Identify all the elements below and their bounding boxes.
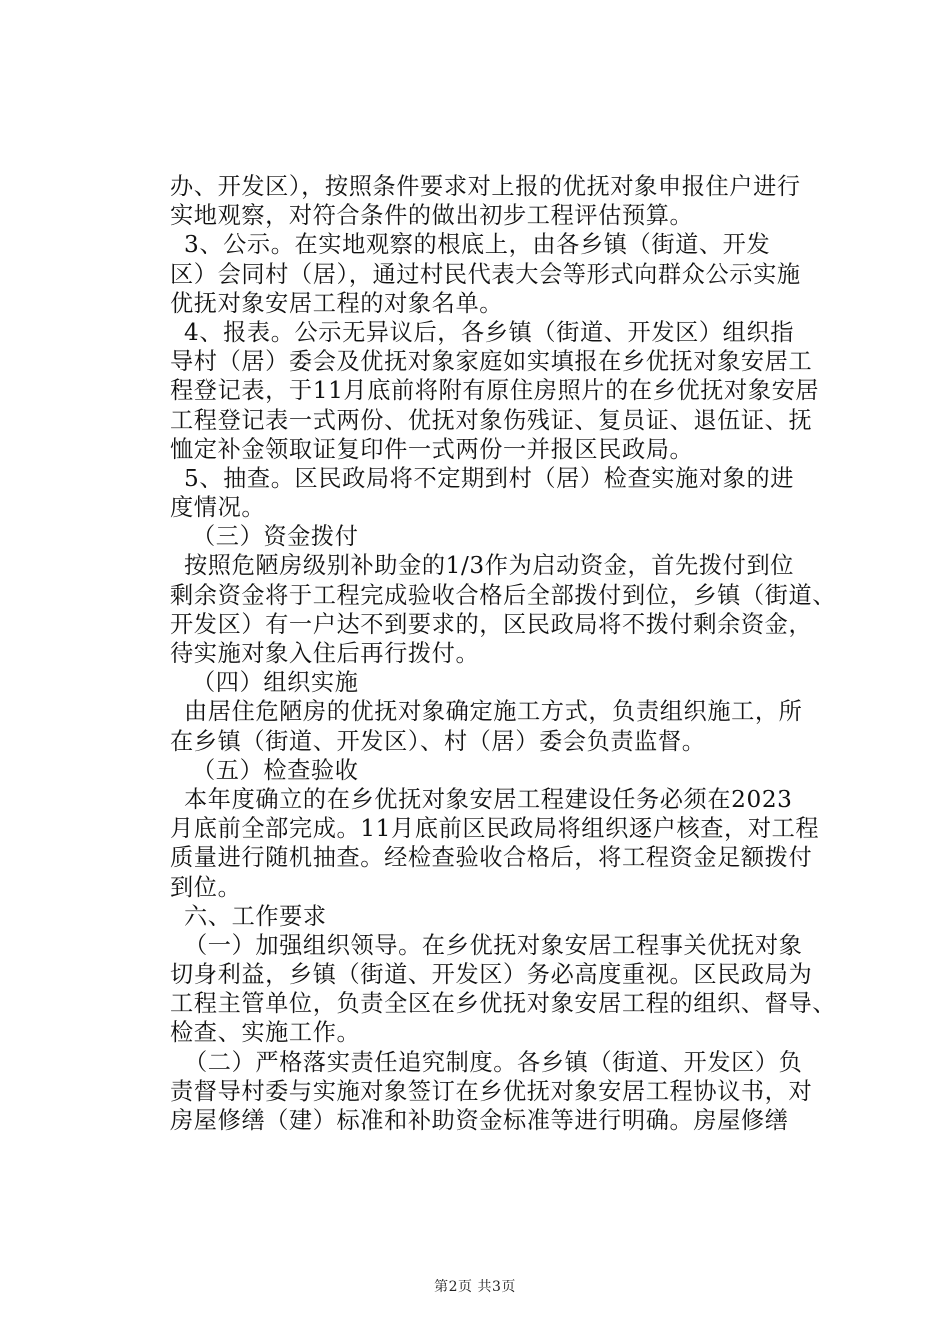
- text-line: 开发区）有一户达不到要求的，区民政局将不拨付剩余资金，: [170, 610, 813, 638]
- text-line: 切身利益，乡镇（街道、开发区）务必高度重视。区民政局为: [170, 961, 813, 989]
- text-line: 到位。: [170, 873, 242, 901]
- text-line: 在乡镇（街道、开发区）、村（居）委会负责监督。: [170, 727, 706, 755]
- text-line: 剩余资金将于工程完成验收合格后全部拨付到位，乡镇（街道、: [170, 581, 837, 609]
- text-line: （二）严格落实责任追究制度。各乡镇（街道、开发区）负: [184, 1048, 803, 1076]
- text-line: 本年度确立的在乡优抚对象安居工程建设任务必须在2023: [184, 785, 793, 813]
- text-line: （四）组织实施: [192, 669, 359, 697]
- text-line: 工程登记表一式两份、优抚对象伤残证、复员证、退伍证、抚: [170, 406, 813, 434]
- text-line: 4、报表。公示无异议后，各乡镇（街道、开发区）组织指: [184, 318, 795, 346]
- text-line: 办、开发区），按照条件要求对上报的优抚对象申报住户进行: [170, 173, 801, 200]
- text-line: （一）加强组织领导。在乡优抚对象安居工程事关优抚对象: [184, 931, 803, 959]
- text-line: 待实施对象入住后再行拨付。: [170, 640, 480, 667]
- text-line: 检查、实施工作。: [170, 1019, 361, 1047]
- text-line: 区）会同村（居），通过村民代表大会等形式向群众公示实施: [170, 260, 801, 288]
- text-line: 按照危陋房级别补助金的1/3作为启动资金，首先拨付到位: [184, 552, 795, 580]
- document-body: [170, 172, 837, 1135]
- text-line: 优抚对象安居工程的对象名单。: [170, 289, 504, 317]
- text-line: 3、公示。在实地观察的根底上，由各乡镇（街道、开发: [184, 231, 771, 259]
- text-line: 5、抽查。区民政局将不定期到村（居）检查实施对象的进: [184, 464, 795, 492]
- text-line: （三）资金拨付: [192, 523, 359, 551]
- text-line: 恤定补金领取证复印件一式两份一并报区民政局。: [170, 435, 694, 463]
- text-line: 导村（居）委会及优抚对象家庭如实填报在乡优抚对象安居工: [170, 348, 813, 376]
- page-number-footer: 第2页 共3页: [434, 1279, 516, 1295]
- text-line: （五）检查验收: [192, 756, 359, 784]
- text-line: 六、工作要求: [184, 902, 327, 930]
- text-line: 质量进行随机抽查。经检查验收合格后，将工程资金足额拨付: [170, 844, 813, 872]
- text-line: 由居住危陋房的优抚对象确定施工方式，负责组织施工，所: [184, 698, 803, 726]
- text-line: 实地观察，对符合条件的做出初步工程评估预算。: [170, 202, 694, 230]
- text-line: 程登记表，于11月底前将附有原住房照片的在乡优抚对象安居: [170, 377, 820, 405]
- text-line: 月底前全部完成。11月底前区民政局将组织逐户核查，对工程: [170, 815, 820, 843]
- text-line: 工程主管单位，负责全区在乡优抚对象安居工程的组织、督导、: [170, 990, 837, 1018]
- text-line: 度情况。: [170, 494, 266, 522]
- text-line: 房屋修缮（建）标准和补助资金标准等进行明确。房屋修缮: [170, 1107, 789, 1134]
- text-line: 责督导村委与实施对象签订在乡优抚对象安居工程协议书，对: [170, 1077, 813, 1105]
